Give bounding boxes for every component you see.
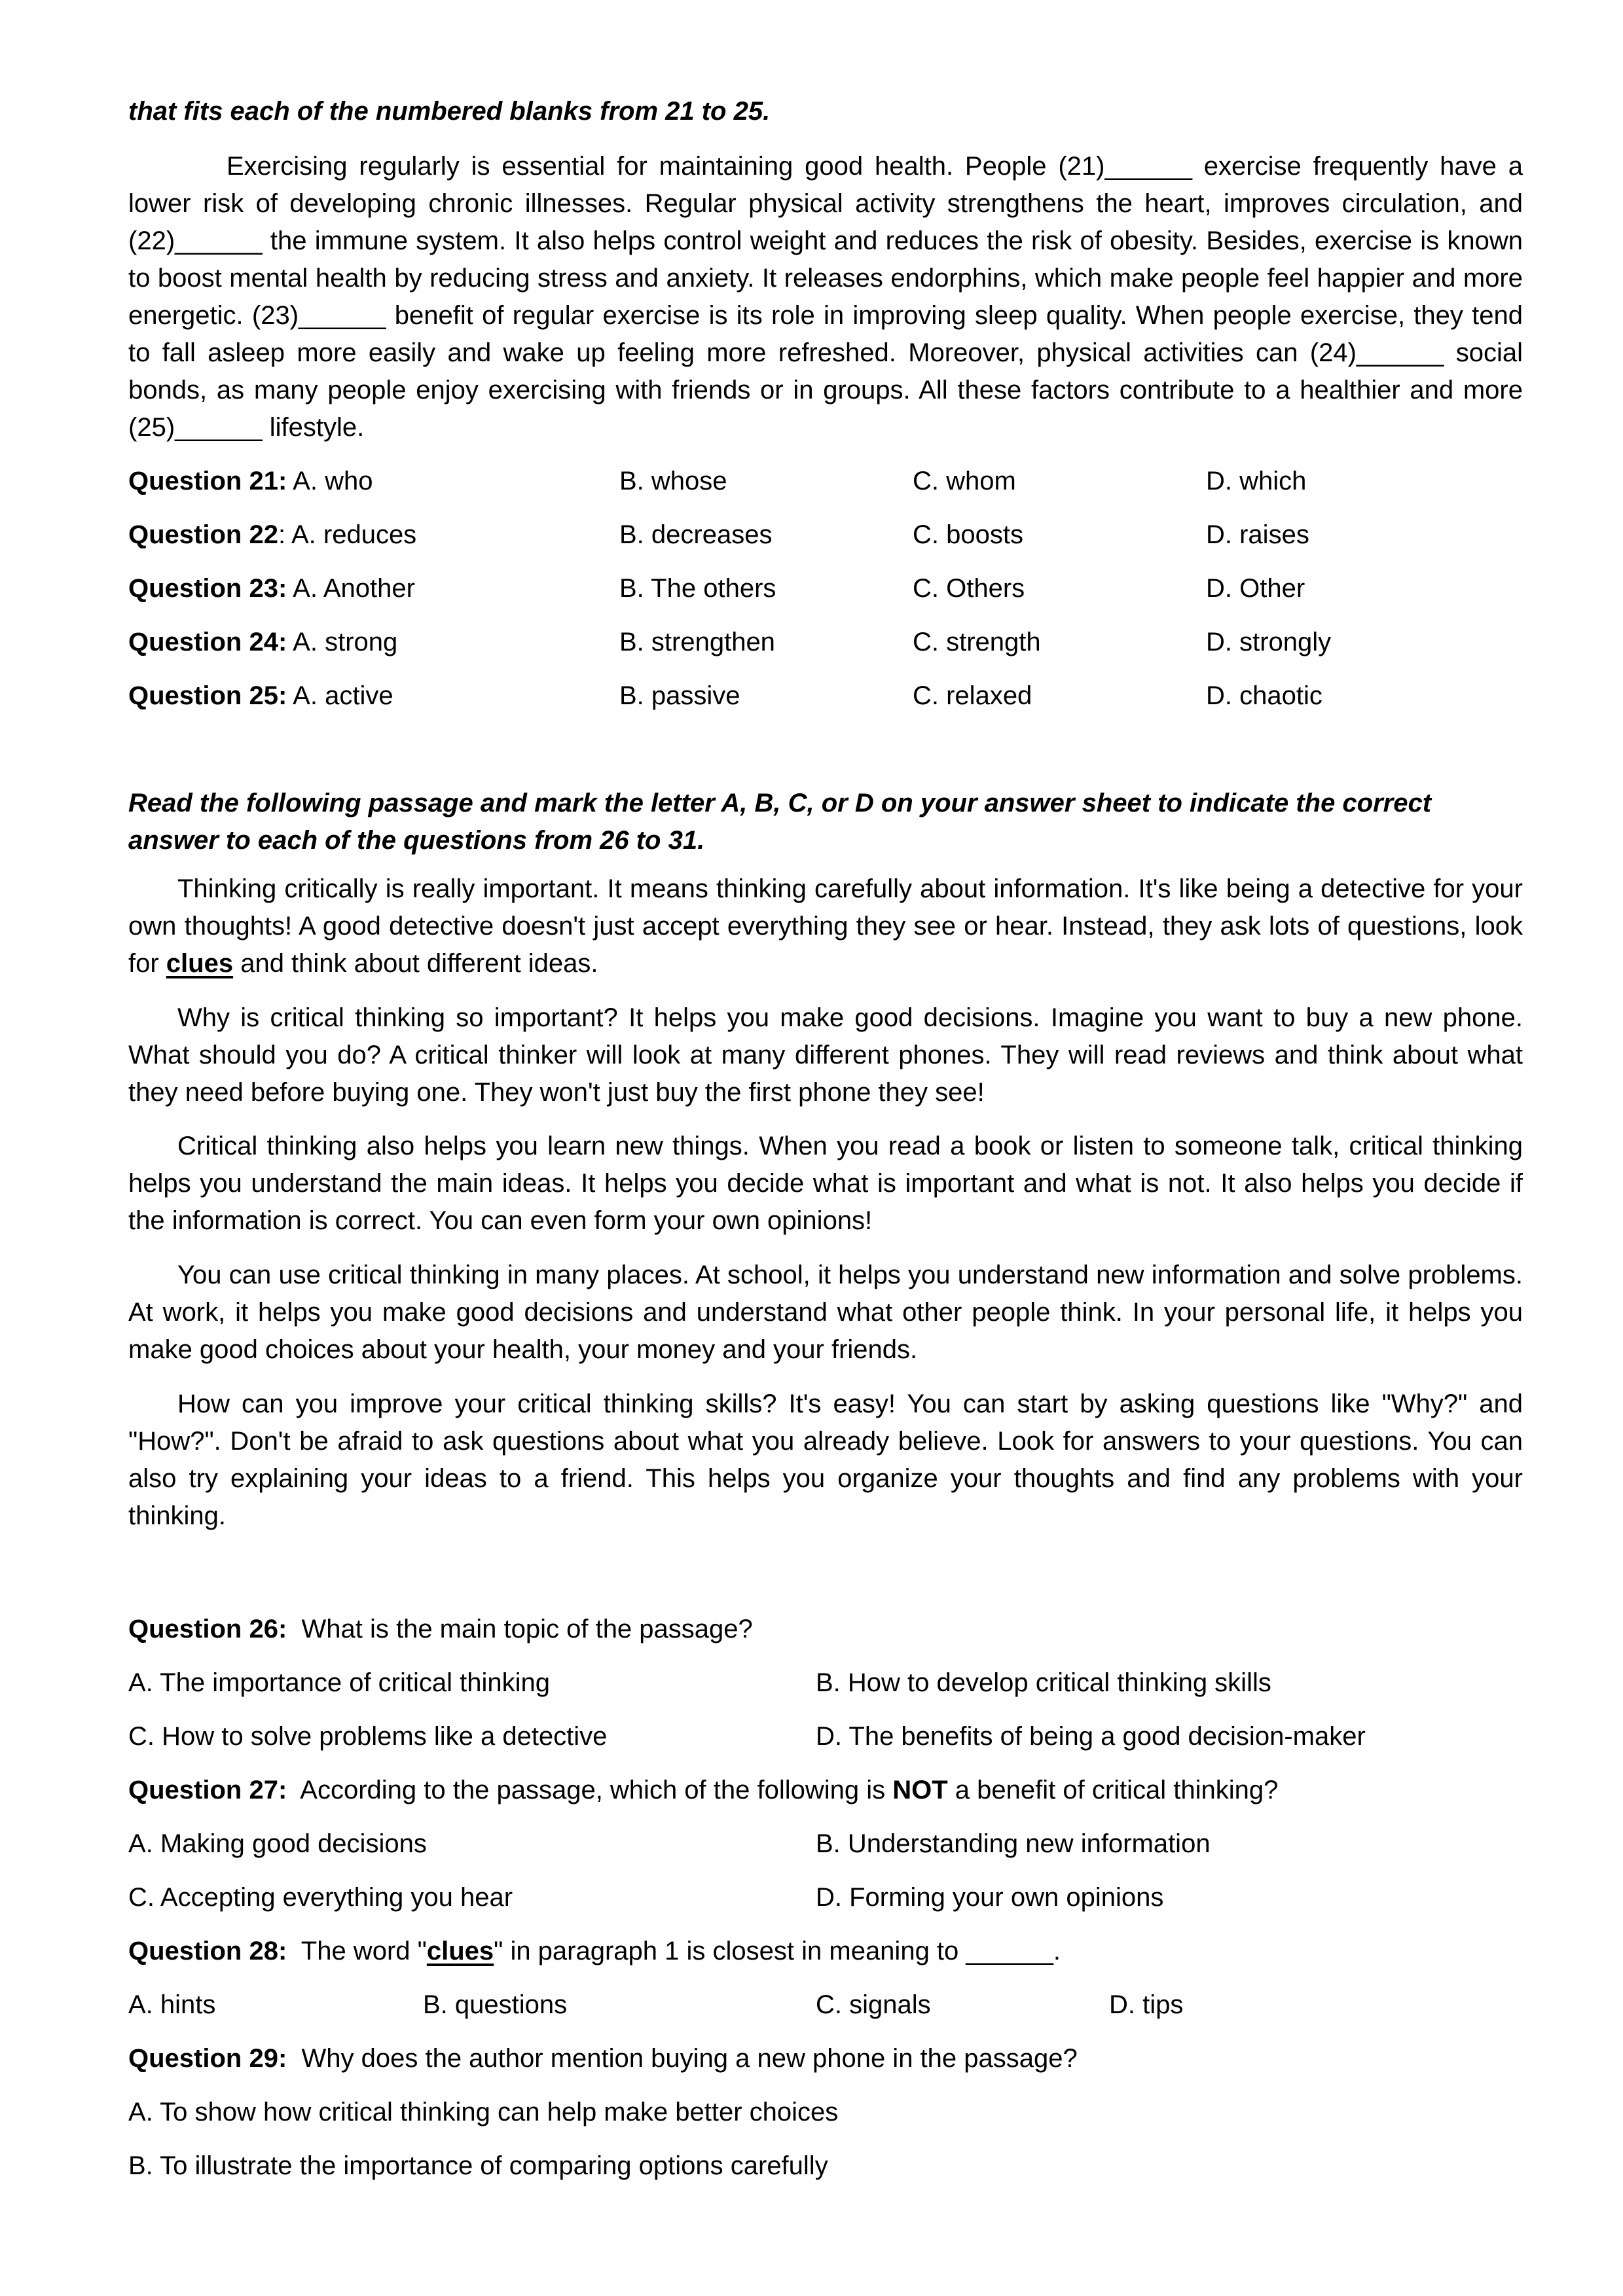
q26-option-d: D. The benefits of being a good decision-maker bbox=[816, 1722, 1366, 1751]
question-text: a benefit of critical thinking? bbox=[947, 1776, 1279, 1804]
question-text: " in paragraph 1 is closest in meaning to ______. bbox=[494, 1937, 1061, 1965]
question-label: Question 25: bbox=[128, 681, 287, 710]
passage-paragraph-2: Why is critical thinking so important? It helps you make good decisions. Imagine you want to buy a new phone. What should you do? A critical thinker will look at many different phones. They will read reviews and think about what they need before buying one. They won't just buy the first phone they see! bbox=[128, 1003, 1523, 1107]
question-27 bbox=[128, 1777, 1278, 1803]
q21-option-d: D. which bbox=[1206, 467, 1307, 495]
q28-option-c: C. signals bbox=[816, 1990, 931, 2019]
keyword-clues: clues bbox=[166, 949, 234, 978]
paragraph-text: Thinking critically is really important. It means thinking carefully about information. It's like being a detective for your own thoughts! A good detective doesn't just accept everything they see or hear. Instead, they ask lots of questions, look for bbox=[128, 874, 1523, 978]
q23-option-b: B. The others bbox=[619, 574, 776, 603]
question-text: Why does the author mention buying a new phone in the passage? bbox=[287, 2044, 1078, 2073]
q24-option-b: B. strengthen bbox=[619, 628, 775, 656]
q26-option-c: C. How to solve problems like a detective bbox=[128, 1722, 608, 1751]
option-a: A. Another bbox=[287, 574, 415, 603]
question-22 bbox=[128, 522, 416, 548]
question-text: The word " bbox=[287, 1937, 427, 1965]
q24-option-d: D. strongly bbox=[1206, 628, 1332, 656]
question-28 bbox=[128, 1938, 1061, 1964]
q22-option-b: B. decreases bbox=[619, 520, 773, 549]
question-23 bbox=[128, 575, 415, 601]
q21-option-b: B. whose bbox=[619, 467, 727, 495]
q27-option-c: C. Accepting everything you hear bbox=[128, 1883, 513, 1912]
question-label: Question 21: bbox=[128, 467, 287, 495]
q27-option-b: B. Understanding new information bbox=[816, 1829, 1211, 1858]
passage-paragraph-1 bbox=[128, 870, 1523, 982]
q27-option-a: A. Making good decisions bbox=[128, 1829, 427, 1858]
q22-option-d: D. raises bbox=[1206, 520, 1309, 549]
q24-option-c: C. strength bbox=[913, 628, 1041, 656]
question-label: Question 22 bbox=[128, 520, 278, 549]
q23-option-d: D. Other bbox=[1206, 574, 1305, 603]
q28-option-a: A. hints bbox=[128, 1990, 216, 2019]
section2-instruction-line1: Read the following passage and mark the letter A, B, C, or D on your answer sheet to indicate the correct bbox=[128, 789, 1432, 817]
q27-option-d: D. Forming your own opinions bbox=[816, 1883, 1164, 1912]
q25-option-b: B. passive bbox=[619, 681, 740, 710]
question-label: Question 24: bbox=[128, 628, 287, 656]
emphasis-not: NOT bbox=[892, 1776, 948, 1804]
question-24 bbox=[128, 629, 397, 655]
q26-option-a: A. The importance of critical thinking bbox=[128, 1668, 551, 1697]
q25-option-d: D. chaotic bbox=[1206, 681, 1322, 710]
option-a: A. who bbox=[287, 467, 373, 495]
question-label: Question 26: bbox=[128, 1615, 287, 1643]
q29-option-b: B. To illustrate the importance of comparing options carefully bbox=[128, 2151, 828, 2180]
q28-option-d: D. tips bbox=[1109, 1990, 1184, 2019]
q26-option-b: B. How to develop critical thinking skills bbox=[816, 1668, 1271, 1697]
q25-option-c: C. relaxed bbox=[913, 681, 1032, 710]
passage-paragraph-5: How can you improve your critical thinking skills? It's easy! You can start by asking questions like "Why?" and "How?". Don't be afraid to ask questions about what you already believe. Look for answers to your questions. You can also try explaining your ideas to a friend. This helps you organize your thoughts and find any problems with your thinking. bbox=[128, 1390, 1523, 1530]
question-26 bbox=[128, 1616, 753, 1642]
q23-option-c: C. Others bbox=[913, 574, 1025, 603]
q22-option-c: C. boosts bbox=[913, 520, 1023, 549]
question-text: According to the passage, which of the following is bbox=[287, 1776, 893, 1804]
option-a: : A. reduces bbox=[278, 520, 417, 549]
keyword-clues: clues bbox=[426, 1937, 494, 1965]
question-29 bbox=[128, 2045, 1078, 2072]
section1-instruction: that fits each of the numbered blanks from 21 to 25. bbox=[128, 97, 771, 126]
cloze-passage: Exercising regularly is essential for maintaining good health. People (21)______ exercise frequently have a lower risk of developing chronic illnesses. Regular physical activity strengthens the heart, improves circulation, and (22)______ the immune system. It also helps control weight and reduces the risk of obesity. Besides, exercise is known to boost mental health by reducing stress and anxiety. It releases endorphins, which make people feel happier and more energetic. (23)______ benefit of regular exercise is its role in improving sleep quality. When people exercise, they tend to fall asleep more easily and wake up feeling more refreshed. Moreover, physical activities can (24)______ social bonds, as many people enjoy exercising with friends or in groups. All these factors contribute to a healthier and more (25)______ lifestyle. bbox=[128, 152, 1523, 442]
question-21 bbox=[128, 468, 373, 494]
passage-paragraph-3: Critical thinking also helps you learn new things. When you read a book or listen to someone talk, critical thinking helps you understand the main ideas. It helps you decide what is important and what is not. It also helps you decide if the information is correct. You can even form your own opinions! bbox=[128, 1132, 1523, 1235]
passage-paragraph-4: You can use critical thinking in many places. At school, it helps you understand new information and solve problems. At work, it helps you make good decisions and understand what other people think. In your personal life, it helps you make good choices about your health, your money and your friends. bbox=[128, 1261, 1523, 1364]
question-label: Question 27: bbox=[128, 1776, 287, 1804]
question-label: Question 23: bbox=[128, 574, 287, 603]
question-label: Question 28: bbox=[128, 1937, 287, 1965]
question-label: Question 29: bbox=[128, 2044, 287, 2073]
q29-option-a: A. To show how critical thinking can help make better choices bbox=[128, 2098, 839, 2126]
q28-option-b: B. questions bbox=[423, 1990, 568, 2019]
paragraph-text: and think about different ideas. bbox=[233, 949, 598, 978]
question-25 bbox=[128, 683, 393, 709]
option-a: A. strong bbox=[287, 628, 398, 656]
question-text: What is the main topic of the passage? bbox=[287, 1615, 753, 1643]
option-a: A. active bbox=[287, 681, 393, 710]
q21-option-c: C. whom bbox=[913, 467, 1016, 495]
section2-instruction-line2: answer to each of the questions from 26 to 31. bbox=[128, 826, 705, 855]
